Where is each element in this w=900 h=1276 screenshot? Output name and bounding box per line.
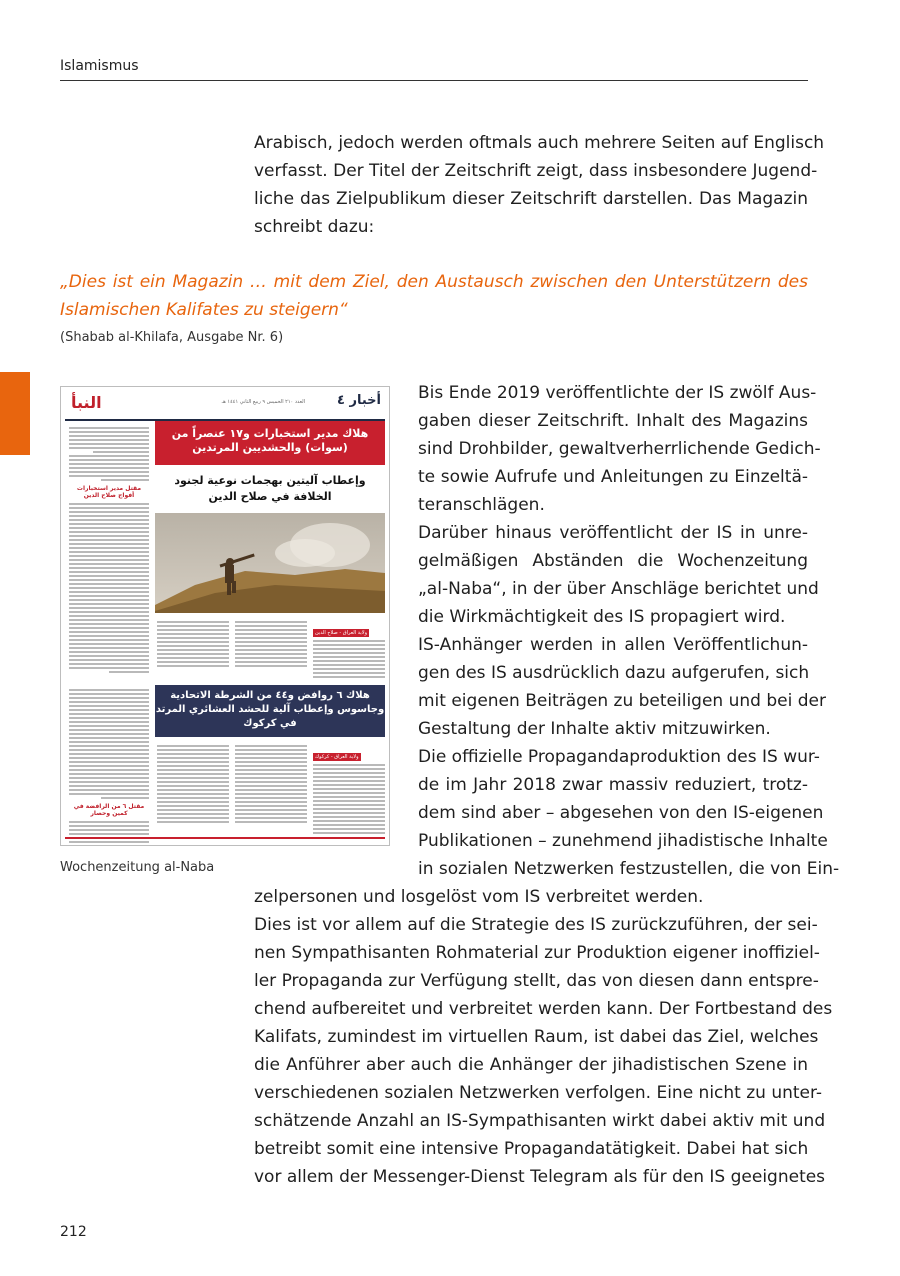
- side-text-block: [418, 379, 840, 883]
- text-line: nen Sympathisanten Rohmaterial zur Produktion eigener inoffiziel-: [254, 943, 820, 963]
- intro-paragraph: [254, 129, 825, 241]
- magazine-region-badge: ولاية العراق - صلاح الدين: [315, 630, 368, 636]
- continuation-text: [254, 883, 808, 911]
- text-line: gelmäßigen Abständen die Wochenzeitung: [418, 551, 808, 571]
- text-line: vor allem der Messenger-Dienst Telegram als für den IS geeignetes: [254, 1167, 826, 1187]
- magazine-issue-line: العدد ٢١٠ الخميس ٩ ربيع الثاني ١٤٤١ هـ: [221, 399, 305, 405]
- fighter-photo-illustration: [155, 513, 385, 613]
- text-line: schreibt dazu:: [254, 217, 375, 237]
- text-line: te sowie Aufrufe und Anleitungen zu Einzeltä-: [418, 467, 808, 487]
- header-rule: [60, 80, 808, 81]
- text-line: die Anführer aber auch die Anhänger der jihadistischen Szene in: [254, 1055, 808, 1075]
- quote-line: „Dies ist ein Magazin … mit dem Ziel, den Austausch zwischen den Unterstützern des: [60, 272, 808, 292]
- text-line: Bis Ende 2019 veröffentlichte der IS zwölf Aus-: [418, 383, 817, 403]
- running-head: Islamismus: [60, 58, 139, 74]
- text-line: „al-Naba“, in der über Anschläge berichtet und: [418, 579, 819, 599]
- magazine-region-badge: ولاية العراق - كركوك: [315, 754, 359, 760]
- final-paragraph: [254, 911, 833, 1191]
- text-line: IS-Anhänger werden in allen Veröffentlichun-: [418, 635, 808, 655]
- text-line: betreibt somit eine intensive Propagandatätigkeit. Dabei hat sich: [254, 1139, 809, 1159]
- text-line: die Wirkmächtigkeit des IS propagiert wird.: [418, 607, 786, 627]
- magazine-masthead: [65, 391, 385, 421]
- newspaper-figure: [60, 386, 390, 846]
- text-line: Kalifats, zumindest im virtuellen Raum, ist dabei das Ziel, welches: [254, 1027, 819, 1047]
- quote-line: Islamischen Kalifates zu steigern“: [60, 300, 348, 320]
- text-line: Gestaltung der Inhalte aktiv mitzuwirken.: [418, 719, 771, 739]
- text-line: verschiedenen sozialen Netzwerken verfolgen. Eine nicht zu unter-: [254, 1083, 823, 1103]
- text-line: gaben dieser Zeitschrift. Inhalt des Magazins: [418, 411, 808, 431]
- magazine-headline-1: هلاك مدير استخبارات و١٧ عنصراً من (سوات) والحشديين المرتدين: [155, 421, 385, 465]
- text-line: zelpersonen und losgelöst vom IS verbreitet werden.: [254, 887, 704, 907]
- magazine-headline-2: وإعطاب آليتين بهجمات نوعية لجنود الخلافة في صلاح الدين: [174, 474, 366, 503]
- text-line: liche das Zielpublikum dieser Zeitschrift darstellen. Das Magazin: [254, 189, 808, 209]
- text-line: teranschlägen.: [418, 495, 545, 515]
- text-line: Dies ist vor allem auf die Strategie des IS zurückzuführen, der sei-: [254, 915, 818, 935]
- magazine-side-heading: مقتل مدير استخبارات أفواج صلاح الدين: [76, 485, 142, 499]
- magazine-left-column: [69, 425, 149, 675]
- text-line: ler Propaganda zur Verfügung stellt, das von diesen dann entspre-: [254, 971, 819, 991]
- text-line: in sozialen Netzwerken festzustellen, die von Ein-: [418, 859, 840, 879]
- text-line: gen des IS ausdrücklich dazu aufgerufen, sich: [418, 663, 810, 683]
- text-line: Darüber hinaus veröffentlicht der IS in unre-: [418, 523, 808, 543]
- magazine-article-columns-lower: [155, 743, 385, 833]
- figure-caption: Wochenzeitung al-Naba: [60, 860, 215, 875]
- fighter-photo: [155, 513, 385, 613]
- text-line: Die offizielle Propagandaproduktion des IS wur-: [418, 747, 820, 767]
- text-line: verfasst. Der Titel der Zeitschrift zeigt, dass insbesondere Jugend-: [254, 161, 818, 181]
- text-line: mit eigenen Beiträgen zu beteiligen und bei der: [418, 691, 826, 711]
- text-line: de im Jahr 2018 zwar massiv reduziert, trotz-: [418, 775, 808, 795]
- chapter-side-tab: [0, 372, 30, 455]
- magazine-article-columns: [155, 619, 385, 679]
- text-line: schätzende Anzahl an IS-Sympathisanten wirkt dabei aktiv mit und: [254, 1111, 826, 1131]
- text-line: dem sind aber – abgesehen von den IS-eigenen: [418, 803, 824, 823]
- quote-source: (Shabab al-Khilafa, Ausgabe Nr. 6): [60, 330, 284, 345]
- magazine-logo: النبأ: [71, 393, 102, 412]
- pull-quote: [60, 268, 808, 324]
- magazine-section-title: أخبار ٤: [337, 393, 381, 408]
- magazine-headline-3: هلاك ٦ روافض و٤٤ من الشرطة الاتحادية وجاسوس وإعطاب آلية للحشد العشائري المرتد في كركوك: [155, 685, 385, 737]
- text-line: chend aufbereitet und verbreitet werden kann. Der Fortbestand des: [254, 999, 833, 1019]
- magazine-left-column-lower: [69, 687, 149, 845]
- text-line: Publikationen – zunehmend jihadistische Inhalte: [418, 831, 828, 851]
- text-line: sind Drohbilder, gewaltverherrlichende Gedich-: [418, 439, 821, 459]
- text-line: Arabisch, jedoch werden oftmals auch mehrere Seiten auf Englisch: [254, 133, 825, 153]
- magazine-side-heading: مقتل ٦ من الرافضة في كمين وحصار: [73, 803, 145, 817]
- magazine-bottom-rule: [65, 837, 385, 839]
- page-number: 212: [60, 1224, 87, 1240]
